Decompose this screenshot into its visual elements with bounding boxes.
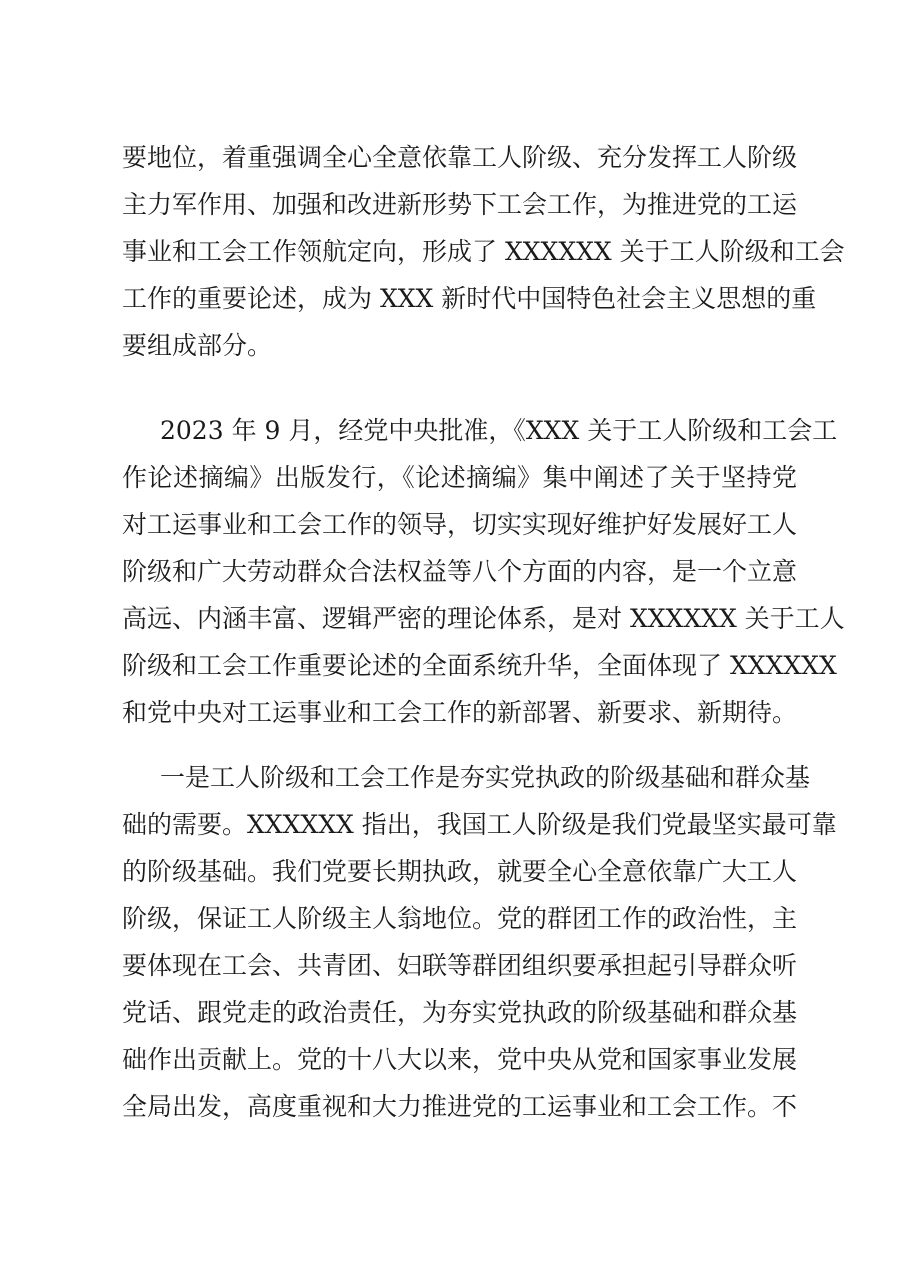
text-line: 础的需要。XXXXXX 指出，我国工人阶级是我们党最坚实最可靠 bbox=[122, 810, 837, 839]
text-line: 阶级和广大劳动群众合法权益等八个方面的内容，是一个立意 bbox=[122, 557, 798, 586]
text-line: 阶级，保证工人阶级主人翁地位。党的群团工作的政治性，主 bbox=[122, 904, 798, 933]
paragraph-first-line: 一是工人阶级和工会工作是夯实党执政的阶级基础和群众基 bbox=[160, 763, 811, 792]
text-line: 全局出发，高度重视和大力推进党的工运事业和工会工作。不 bbox=[122, 1092, 798, 1121]
text-line: 主力军作用、加强和改进新形势下工会工作，为推进党的工运 bbox=[122, 190, 798, 219]
text-line: 要地位，着重强调全心全意依靠工人阶级、充分发挥工人阶级 bbox=[122, 143, 798, 172]
paragraph-first-line: 2023 年 9 月，经党中央批准，《XXX 关于工人阶级和工会工 bbox=[160, 416, 838, 445]
text-line: 对工运事业和工会工作的领导，切实实现好维护好发展好工人 bbox=[122, 510, 798, 539]
text-line: 要组成部分。 bbox=[122, 331, 273, 360]
text-line: 和党中央对工运事业和工会工作的新部署、新要求、新期待。 bbox=[122, 698, 798, 727]
text-line: 的阶级基础。我们党要长期执政，就要全心全意依靠广大工人 bbox=[122, 857, 798, 886]
text-line: 作论述摘编》出版发行，《论述摘编》集中阐述了关于坚持党 bbox=[122, 463, 797, 492]
text-line: 高远、内涵丰富、逻辑严密的理论体系，是对 XXXXXX 关于工人 bbox=[122, 604, 845, 633]
text-line: 阶级和工会工作重要论述的全面系统升华，全面体现了 XXXXXX bbox=[122, 651, 837, 680]
text-line: 础作出贡献上。党的十八大以来，党中央从党和国家事业发展 bbox=[122, 1045, 798, 1074]
text-line: 党话、跟党走的政治责任，为夯实党执政的阶级基础和群众基 bbox=[122, 998, 798, 1027]
text-line: 工作的重要论述，成为 XXX 新时代中国特色社会主义思想的重 bbox=[122, 284, 817, 313]
text-line: 要体现在工会、共青团、妇联等群团组织要承担起引导群众听 bbox=[122, 951, 798, 980]
text-line: 事业和工会工作领航定向，形成了 XXXXXX 关于工人阶级和工会 bbox=[122, 237, 845, 266]
